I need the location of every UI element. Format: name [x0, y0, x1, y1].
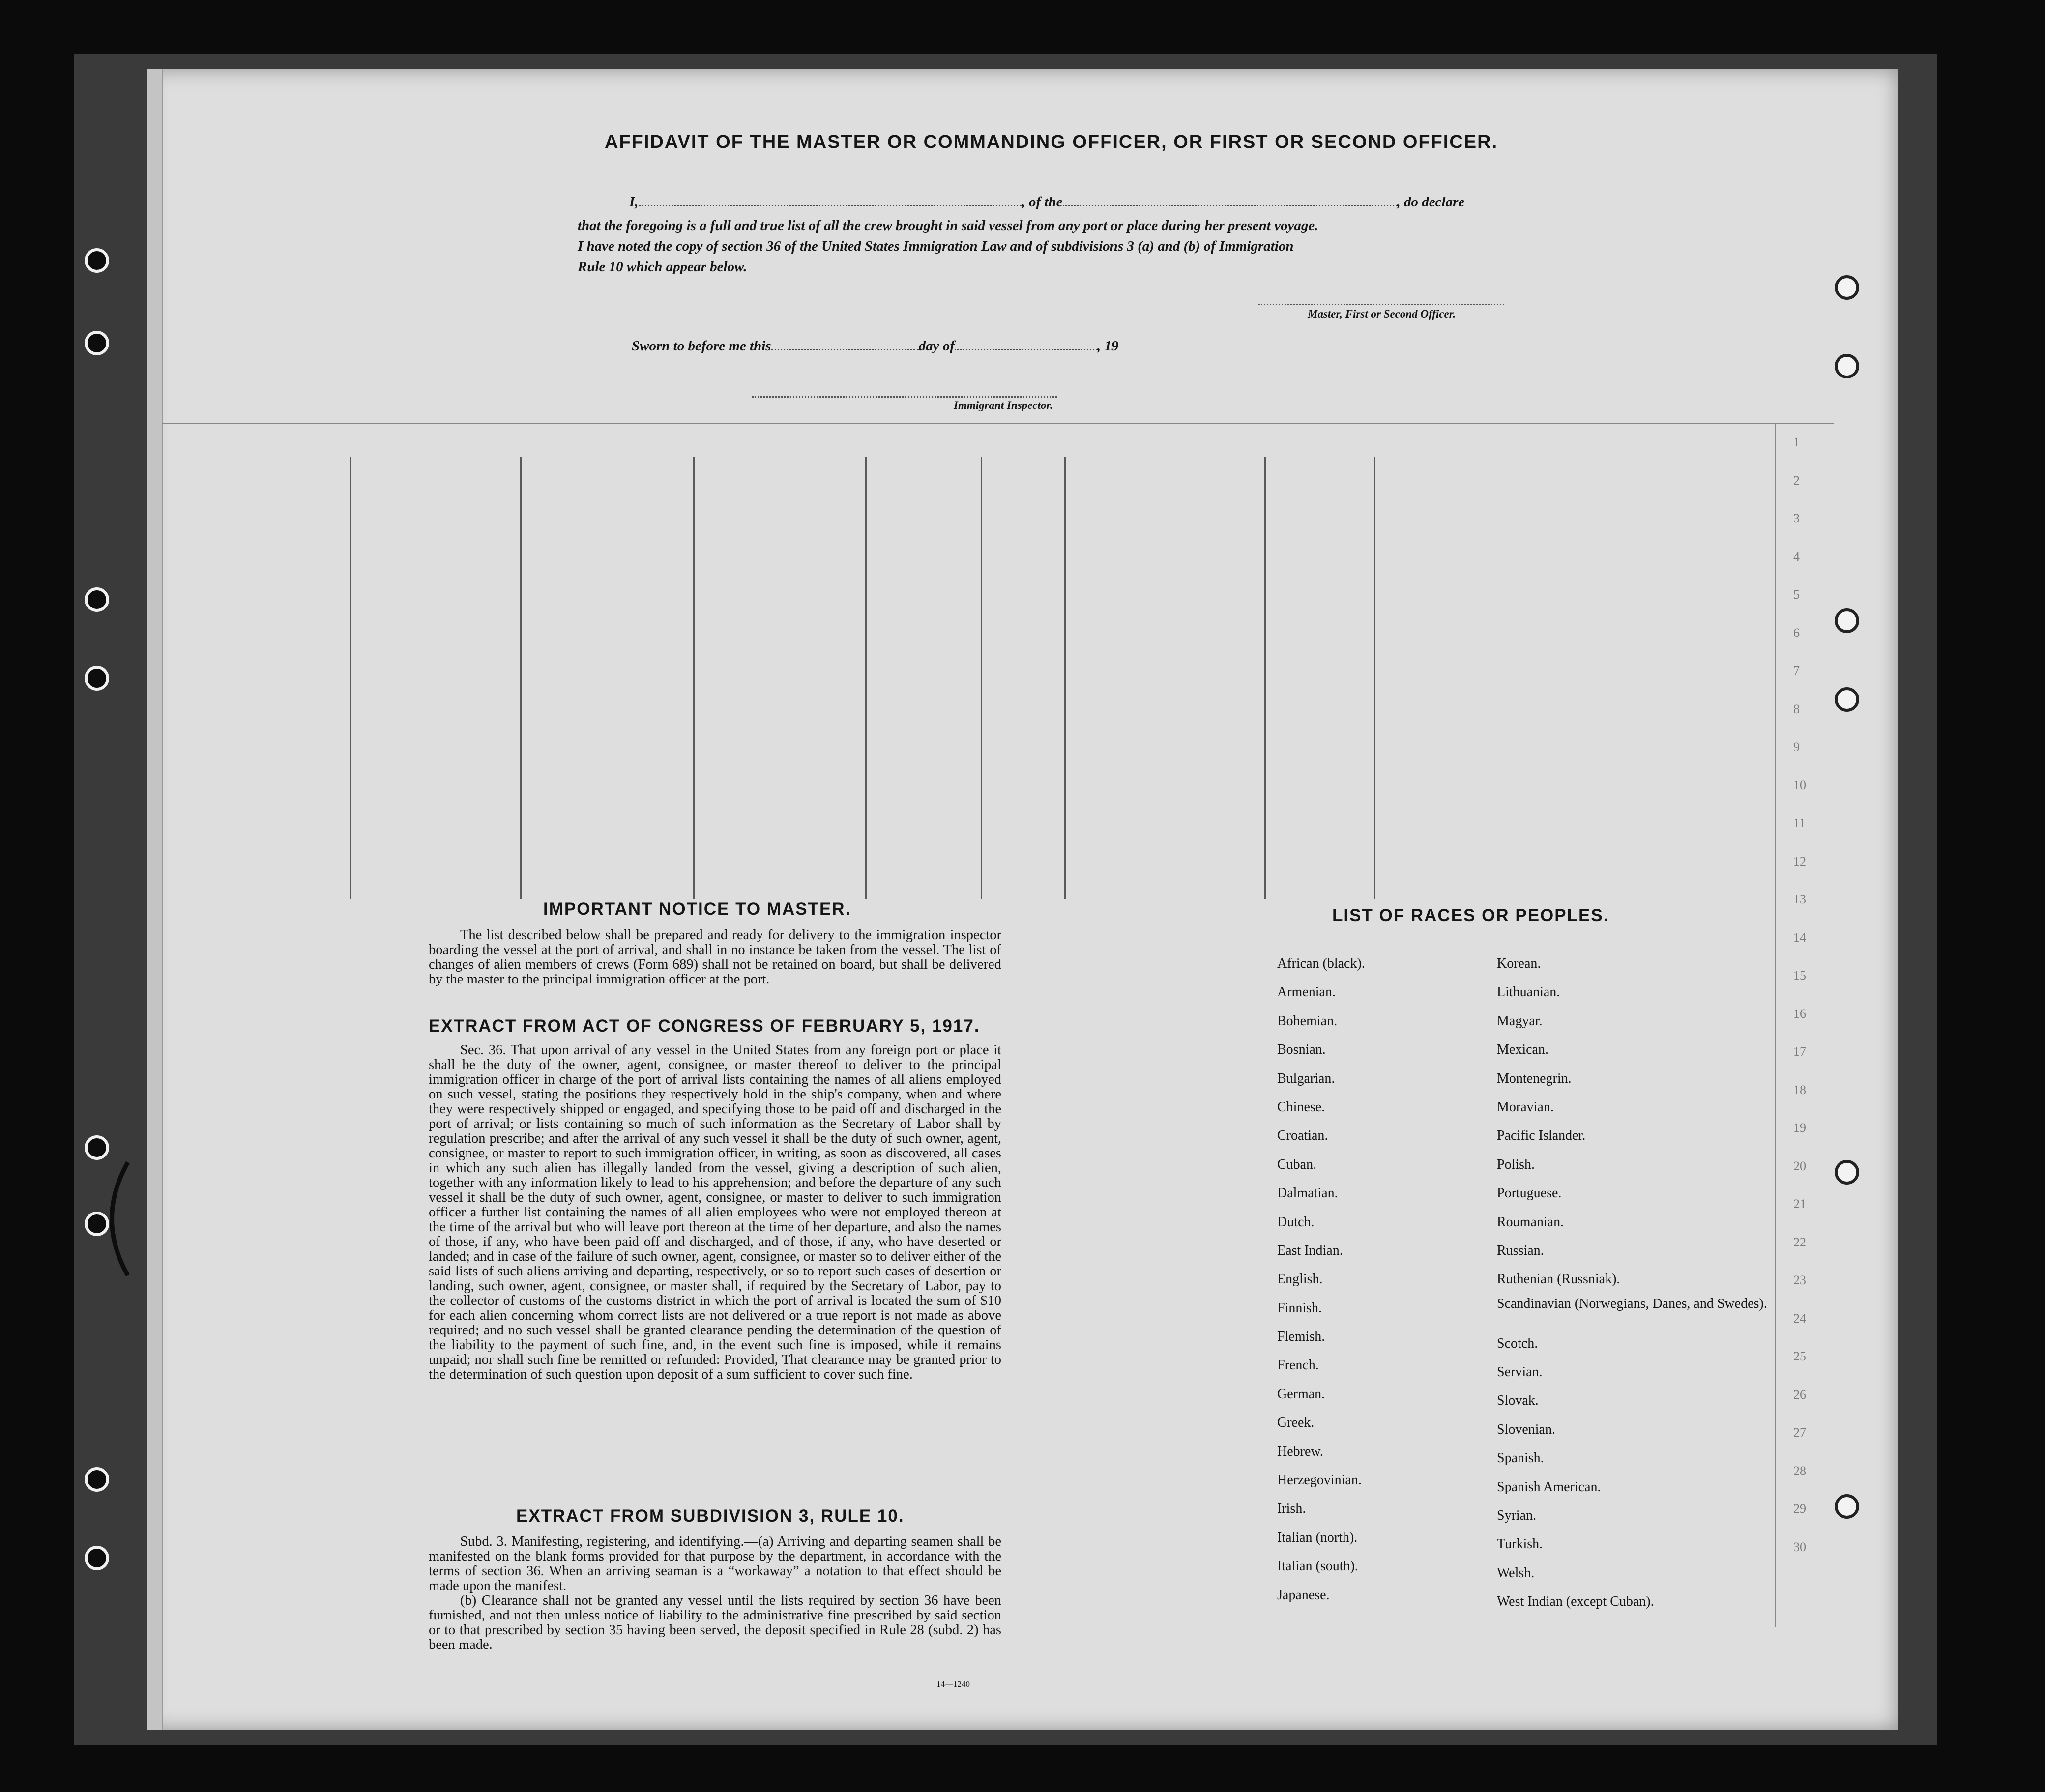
race-item: Pacific Islander. — [1497, 1128, 1586, 1144]
race-item: Japanese. — [1277, 1587, 1330, 1603]
race-item: Herzegovinian. — [1277, 1473, 1362, 1488]
race-item: Magyar. — [1497, 1013, 1543, 1029]
inspector-label: Immigrant Inspector. — [954, 399, 1053, 411]
row-number: 8 — [1793, 701, 1800, 716]
table-column-rule — [350, 457, 351, 899]
row-number: 16 — [1793, 1006, 1806, 1021]
row-number: 13 — [1793, 892, 1806, 906]
punch-hole-icon — [1835, 687, 1859, 712]
affidavit-line-4: Rule 10 which appear below. — [578, 259, 747, 275]
extract-rule-title: EXTRACT FROM SUBDIVISION 3, RULE 10. — [516, 1506, 905, 1526]
race-item: Portuguese. — [1497, 1185, 1562, 1201]
year-text: , 19 — [1097, 338, 1119, 354]
row-number: 6 — [1793, 625, 1800, 640]
punch-hole-icon — [1835, 354, 1859, 378]
affidavit-declare: , do declare — [1397, 194, 1465, 210]
race-item: Korean. — [1497, 956, 1541, 971]
row-number: 24 — [1793, 1311, 1806, 1326]
sworn-line — [632, 338, 1118, 354]
race-item: Bosnian. — [1277, 1042, 1326, 1058]
table-column-rule — [865, 457, 867, 899]
sworn-text: Sworn to before me this — [632, 338, 771, 354]
race-item: Welsh. — [1497, 1565, 1535, 1581]
day-of-text: day of — [918, 338, 955, 354]
race-item: West Indian (except Cuban). — [1497, 1594, 1654, 1610]
race-item: Irish. — [1277, 1501, 1306, 1517]
affidavit-title: AFFIDAVIT OF THE MASTER OR COMMANDING OFFICER, OR FIRST OR SECOND OFFICER. — [605, 132, 1498, 152]
race-item: Cuban. — [1277, 1156, 1317, 1172]
race-item: Flemish. — [1277, 1329, 1325, 1345]
race-item: German. — [1277, 1386, 1325, 1402]
subd-3b-paragraph: (b) Clearance shall not be granted any vessel until the lists required by section 36 have been furnished, and not then unless notice of liability to the administrative fine prescribed by said section or to that prescribed by section 35 having been served, the deposit specified in Rule 28 (subd. 2) has been made. — [429, 1593, 1001, 1652]
race-item: Armenian. — [1277, 984, 1336, 1000]
races-title: LIST OF RACES OR PEOPLES. — [1332, 906, 1609, 925]
table-column-rule — [1064, 457, 1066, 899]
master-signature-line — [1258, 304, 1504, 305]
binder-ring-icon — [93, 1160, 138, 1278]
row-number: 10 — [1793, 778, 1806, 792]
punch-hole-icon — [1835, 1160, 1859, 1185]
race-item: Montenegrin. — [1497, 1070, 1572, 1086]
affidavit-line-2: that the foregoing is a full and true list of all the crew brought in said vessel from any port or place during her present voyage. — [578, 218, 1318, 233]
affidavit-of-the: , of the — [1022, 194, 1063, 210]
row-number: 14 — [1793, 930, 1806, 945]
row-number: 23 — [1793, 1273, 1806, 1287]
row-number: 7 — [1793, 664, 1800, 678]
affidavit-line-3: I have noted the copy of section 36 of the United States Immigration Law and of subdivisions 3 (a) and (b) of Immigration — [578, 238, 1294, 254]
race-item: French. — [1277, 1358, 1319, 1373]
race-item: Spanish American. — [1497, 1479, 1601, 1495]
extract-act-title: EXTRACT FROM ACT OF CONGRESS OF FEBRUARY 5, 1917. — [429, 1016, 980, 1036]
race-item: Russian. — [1497, 1243, 1544, 1258]
row-number: 30 — [1793, 1539, 1806, 1554]
race-item: Bulgarian. — [1277, 1070, 1335, 1086]
race-item: Croatian. — [1277, 1128, 1328, 1144]
row-number: 1 — [1793, 435, 1800, 449]
race-item: Dalmatian. — [1277, 1185, 1338, 1201]
table-header-rule — [162, 423, 1834, 424]
race-item: Ruthenian (Russniak). — [1497, 1272, 1620, 1287]
notice-title: IMPORTANT NOTICE TO MASTER. — [543, 899, 851, 919]
race-item: East Indian. — [1277, 1243, 1343, 1258]
binder-hole-icon — [85, 1135, 109, 1160]
race-item: Polish. — [1497, 1156, 1535, 1172]
table-column-rule — [1775, 423, 1776, 1627]
extract-rule-body — [429, 1534, 1001, 1652]
punch-hole-icon — [1835, 275, 1859, 300]
races-right-column — [1497, 950, 1767, 1617]
race-item: Italian (south). — [1277, 1559, 1358, 1574]
binder-hole-icon — [85, 331, 109, 355]
race-item: Scotch. — [1497, 1335, 1538, 1351]
race-item: Roumanian. — [1497, 1214, 1564, 1230]
table-column-rule — [981, 457, 982, 899]
row-number: 22 — [1793, 1235, 1806, 1249]
race-item: Moravian. — [1497, 1099, 1554, 1115]
row-number: 28 — [1793, 1463, 1806, 1478]
row-number: 27 — [1793, 1425, 1806, 1440]
form-number: 14—1240 — [936, 1679, 970, 1689]
race-item: Finnish. — [1277, 1300, 1322, 1316]
race-item: Slovenian. — [1497, 1421, 1555, 1437]
affidavit-line-1 — [629, 194, 1464, 210]
binder-hole-icon — [85, 1546, 109, 1570]
race-item: Hebrew. — [1277, 1444, 1323, 1459]
day-blank — [771, 345, 919, 350]
master-label: Master, First or Second Officer. — [1308, 308, 1456, 320]
punch-hole-icon — [1835, 608, 1859, 633]
race-item: Dutch. — [1277, 1214, 1315, 1230]
race-item: African (black). — [1277, 956, 1365, 971]
row-number: 21 — [1793, 1197, 1806, 1211]
race-item: Spanish. — [1497, 1450, 1544, 1466]
section-36-paragraph: Sec. 36. That upon arrival of any vessel in the United States from any foreign port or place it shall be the duty of the owner, agent, consignee, or master thereof to deliver to the principal immigration officer in charge of the port of arrival lists containing the names of all aliens employed on such vessel, stating the positions they respectively hold in the ship's company, when and where they were respectively shipped or engaged, and specifying those to be paid off and discharged in the port of arrival; or lists containing so much of such information as the Secretary of Labor shall by regulation prescribe; and after the arrival of any such vessel it shall be the duty of such owner, agent, consignee, or master to report to such immigration officer, in writing, as soon as discovered, all cases in which any such alien has illegally landed from the vessel, giving a description of such alien, together with any information likely to lead to his apprehension; and before the departure of any such vessel it shall be the duty of such owner, agent, consignee, or master to deliver to such immigration officer a further list containing the names of all alien employees who were not employed thereon at the time of the arrival but who will leave port thereon at the time of her departure, and also the names of those, if any, who have been paid off and discharged, and of those, if any, who have deserted or landed; and in case of the failure of such owner, agent, consignee, or master so to deliver either of the said lists of such aliens arriving and departing, respectively, or so to report such cases of desertion or landing, such owner, agent, consignee, or master shall, if required by the Secretary of Labor, pay to the collector of customs of the customs district in which the port of arrival is located the sum of $10 for each alien concerning whom correct lists are not delivered or a true report is not made as above required; and no such vessel shall be granted clearance pending the determination of the question of the liability to the payment of such fine, and, in the event such fine is imposed, while it remains unpaid; nor shall such fine be remitted or refunded: Provided, That clearance may be granted prior to the determination of such question upon deposit of a sum sufficient to cover such fine. — [429, 1042, 1001, 1382]
row-number: 19 — [1793, 1121, 1806, 1135]
table-column-rule — [1374, 457, 1375, 899]
table-column-rule — [520, 457, 522, 899]
row-number: 29 — [1793, 1502, 1806, 1516]
month-blank — [955, 345, 1097, 350]
races-left-column — [1277, 950, 1365, 1610]
race-item: Syrian. — [1497, 1508, 1537, 1524]
inspector-signature-line — [752, 396, 1057, 398]
row-number: 20 — [1793, 1158, 1806, 1173]
punch-hole-icon — [1835, 1494, 1859, 1519]
row-number: 4 — [1793, 549, 1800, 564]
row-number: 11 — [1793, 816, 1806, 830]
race-item: Scandinavian (Norwegians, Danes, and Swedes). — [1497, 1296, 1767, 1311]
race-item: Chinese. — [1277, 1099, 1325, 1115]
race-item: English. — [1277, 1272, 1323, 1287]
row-number: 3 — [1793, 511, 1800, 525]
vessel-blank — [1063, 201, 1397, 206]
row-number: 12 — [1793, 854, 1806, 868]
notice-body — [429, 928, 1001, 987]
page-gutter — [147, 69, 163, 1730]
table-column-rule — [693, 457, 695, 899]
row-number: 18 — [1793, 1082, 1806, 1097]
race-item: Italian (north). — [1277, 1530, 1358, 1545]
affidavit-i: I, — [629, 194, 639, 210]
notice-paragraph: The list described below shall be prepared and ready for delivery to the immigration inspector boarding the vessel at the port of arrival, and shall in no instance be taken from the vessel. The list of changes of alien members of crews (Form 689) shall not be retained on board, but shall be delivered by the master to the principal immigration officer at the port. — [429, 927, 1001, 987]
row-number: 17 — [1793, 1044, 1806, 1059]
race-item: Bohemian. — [1277, 1013, 1338, 1029]
race-item: Lithuanian. — [1497, 984, 1560, 1000]
row-number: 26 — [1793, 1387, 1806, 1402]
binder-hole-icon — [85, 666, 109, 691]
row-number: 9 — [1793, 740, 1800, 754]
race-item: Mexican. — [1497, 1042, 1548, 1058]
subd-3a-paragraph: Subd. 3. Manifesting, registering, and identifying.—(a) Arriving and departing seamen shall be manifested on the blank forms provided for that purpose by the department, in accordance with the terms of section 36. When an arriving seaman is a “workaway” a notation to that effect should be made upon the manifest. — [429, 1534, 1001, 1593]
extract-act-body — [429, 1043, 1001, 1382]
row-number: 5 — [1793, 587, 1800, 602]
race-item: Turkish. — [1497, 1536, 1543, 1552]
race-item: Slovak. — [1497, 1393, 1539, 1409]
row-number: 25 — [1793, 1349, 1806, 1363]
binder-hole-icon — [85, 1467, 109, 1492]
name-blank — [639, 201, 1022, 206]
race-item: Servian. — [1497, 1364, 1543, 1380]
race-item: Greek. — [1277, 1415, 1315, 1431]
row-number: 2 — [1793, 473, 1800, 488]
binder-hole-icon — [85, 248, 109, 273]
binder-hole-icon — [85, 587, 109, 612]
table-column-rule — [1264, 457, 1266, 899]
row-number: 15 — [1793, 968, 1806, 983]
